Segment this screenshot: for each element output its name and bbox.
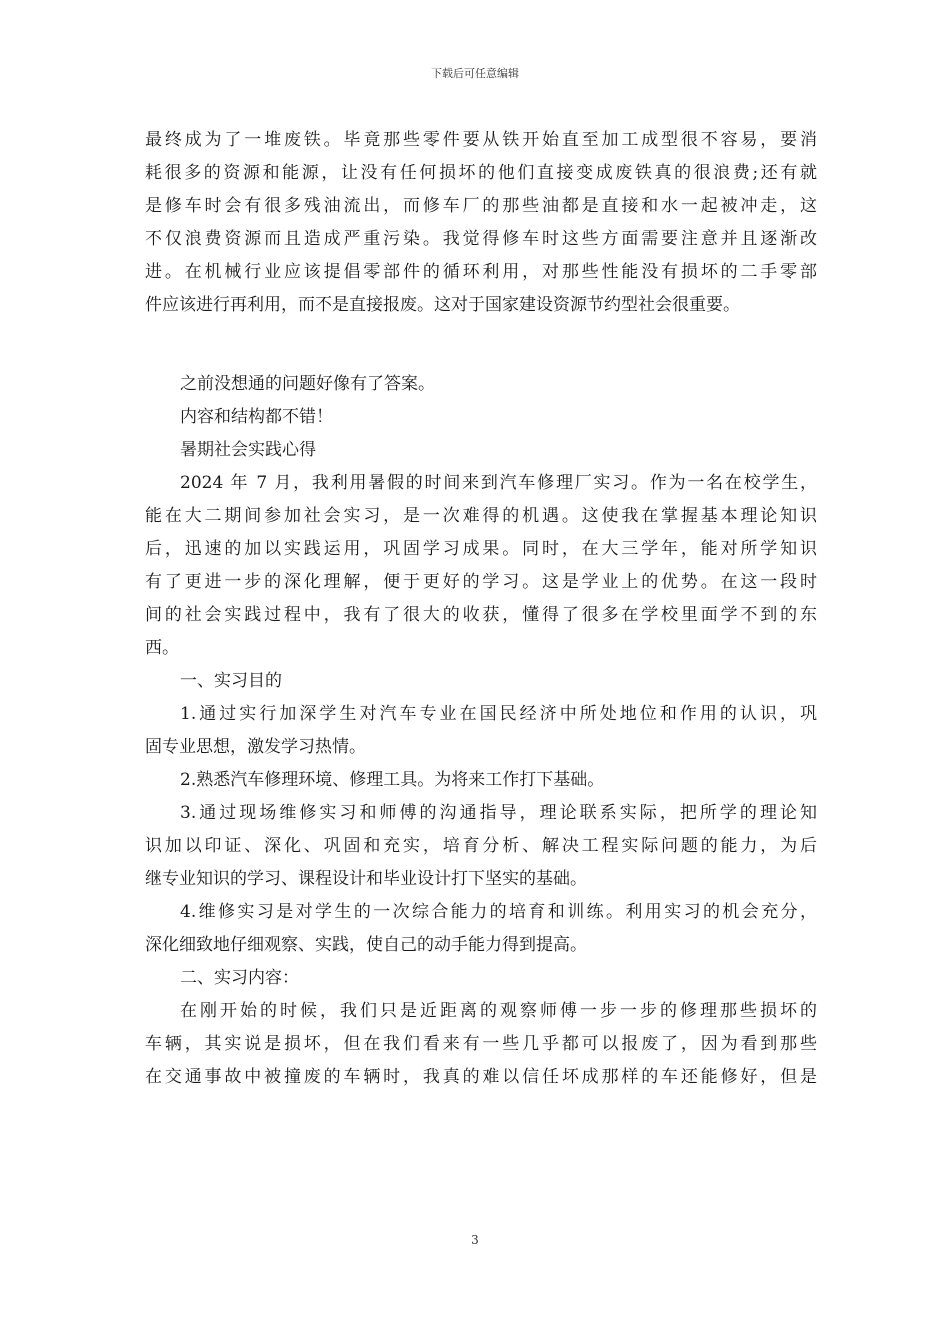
section-title: 暑期社会实践心得	[180, 440, 316, 460]
paragraph-last-line: 在刚开始的时候，我们只是近距离的观察师傅一步一步的修理那些损坏的	[180, 1001, 817, 1021]
list-item-line: 3.通过现场维修实习和师傅的沟通指导，理论联系实际，把所学的理论知	[180, 803, 817, 823]
intro-line: 2024 年 7 月，我利用暑假的时间来到汽车修理厂实习。作为一名在校学生，	[180, 473, 817, 493]
heading-content: 二、实习内容：	[180, 968, 299, 988]
list-item-line: 固专业思想，激发学习热情。	[145, 737, 366, 757]
list-item-line: 4.维修实习是对学生的一次综合能力的培育和训练。利用实习的机会充分，	[180, 902, 817, 922]
list-item-line: 识加以印证、深化、巩固和充实，培育分析、解决工程实际问题的能力，为后	[145, 836, 817, 856]
paragraph-1-line: 件应该进行再利用，而不是直接报废。这对于国家建设资源节约型社会很重要。	[145, 295, 740, 315]
paragraph-1-line: 最终成为了一堆废铁。毕竟那些零件要从铁开始直至加工成型很不容易，要消	[145, 130, 817, 150]
list-item-line: 1.通过实行加深学生对汽车专业在国民经济中所处地位和作用的认识，巩	[180, 704, 817, 724]
document-body	[145, 124, 817, 1094]
page-number: 3	[471, 1233, 479, 1247]
intro-line: 有了更进一步的深化理解，便于更好的学习。这是学业上的优势。在这一段时	[145, 572, 817, 592]
paragraph-1-line: 是修车时会有很多残油流出，而修车厂的那些油都是直接和水一起被冲走，这	[145, 196, 817, 216]
page-header: 下载后可任意编辑	[431, 67, 519, 80]
paragraph-last-line: 车辆，其实说是损坏，但在我们看来有一些几乎都可以报废了，因为看到那些	[145, 1034, 817, 1054]
paragraph-1-line: 耗很多的资源和能源，让没有任何损坏的他们直接变成废铁真的很浪费;还有就	[145, 163, 817, 183]
paragraph-1-line: 进。在机械行业应该提倡零部件的循环利用，对那些性能没有损坏的二手零部	[145, 262, 817, 282]
intro-line: 间的社会实践过程中，我有了很大的收获，懂得了很多在学校里面学不到的东	[145, 605, 817, 625]
intro-line: 后，迅速的加以实践运用，巩固学习成果。同时，在大三学年，能对所学知识	[145, 539, 817, 559]
spacer	[145, 322, 817, 368]
paragraph-1-line: 不仅浪费资源而且造成严重污染。我觉得修车时这些方面需要注意并且逐渐改	[145, 229, 817, 249]
heading-purpose: 一、实习目的	[180, 671, 282, 691]
intro-line: 西。	[145, 638, 179, 658]
paragraph-last-line: 在交通事故中被撞废的车辆时，我真的难以信任坏成那样的车还能修好，但是	[145, 1067, 817, 1087]
intro-line: 能在大二期间参加社会实习，是一次难得的机遇。这使我在掌握基本理论知识	[145, 506, 817, 526]
list-item-line: 2.熟悉汽车修理环境、修理工具。为将来工作打下基础。	[180, 770, 605, 790]
list-item-line: 深化细致地仔细观察、实践，使自己的动手能力得到提高。	[145, 935, 587, 955]
comment-line: 之前没想通的问题好像有了答案。	[180, 374, 435, 394]
comment-line: 内容和结构都不错！	[180, 407, 333, 427]
list-item-line: 继专业知识的学习、课程设计和毕业设计打下坚实的基础。	[145, 869, 587, 889]
